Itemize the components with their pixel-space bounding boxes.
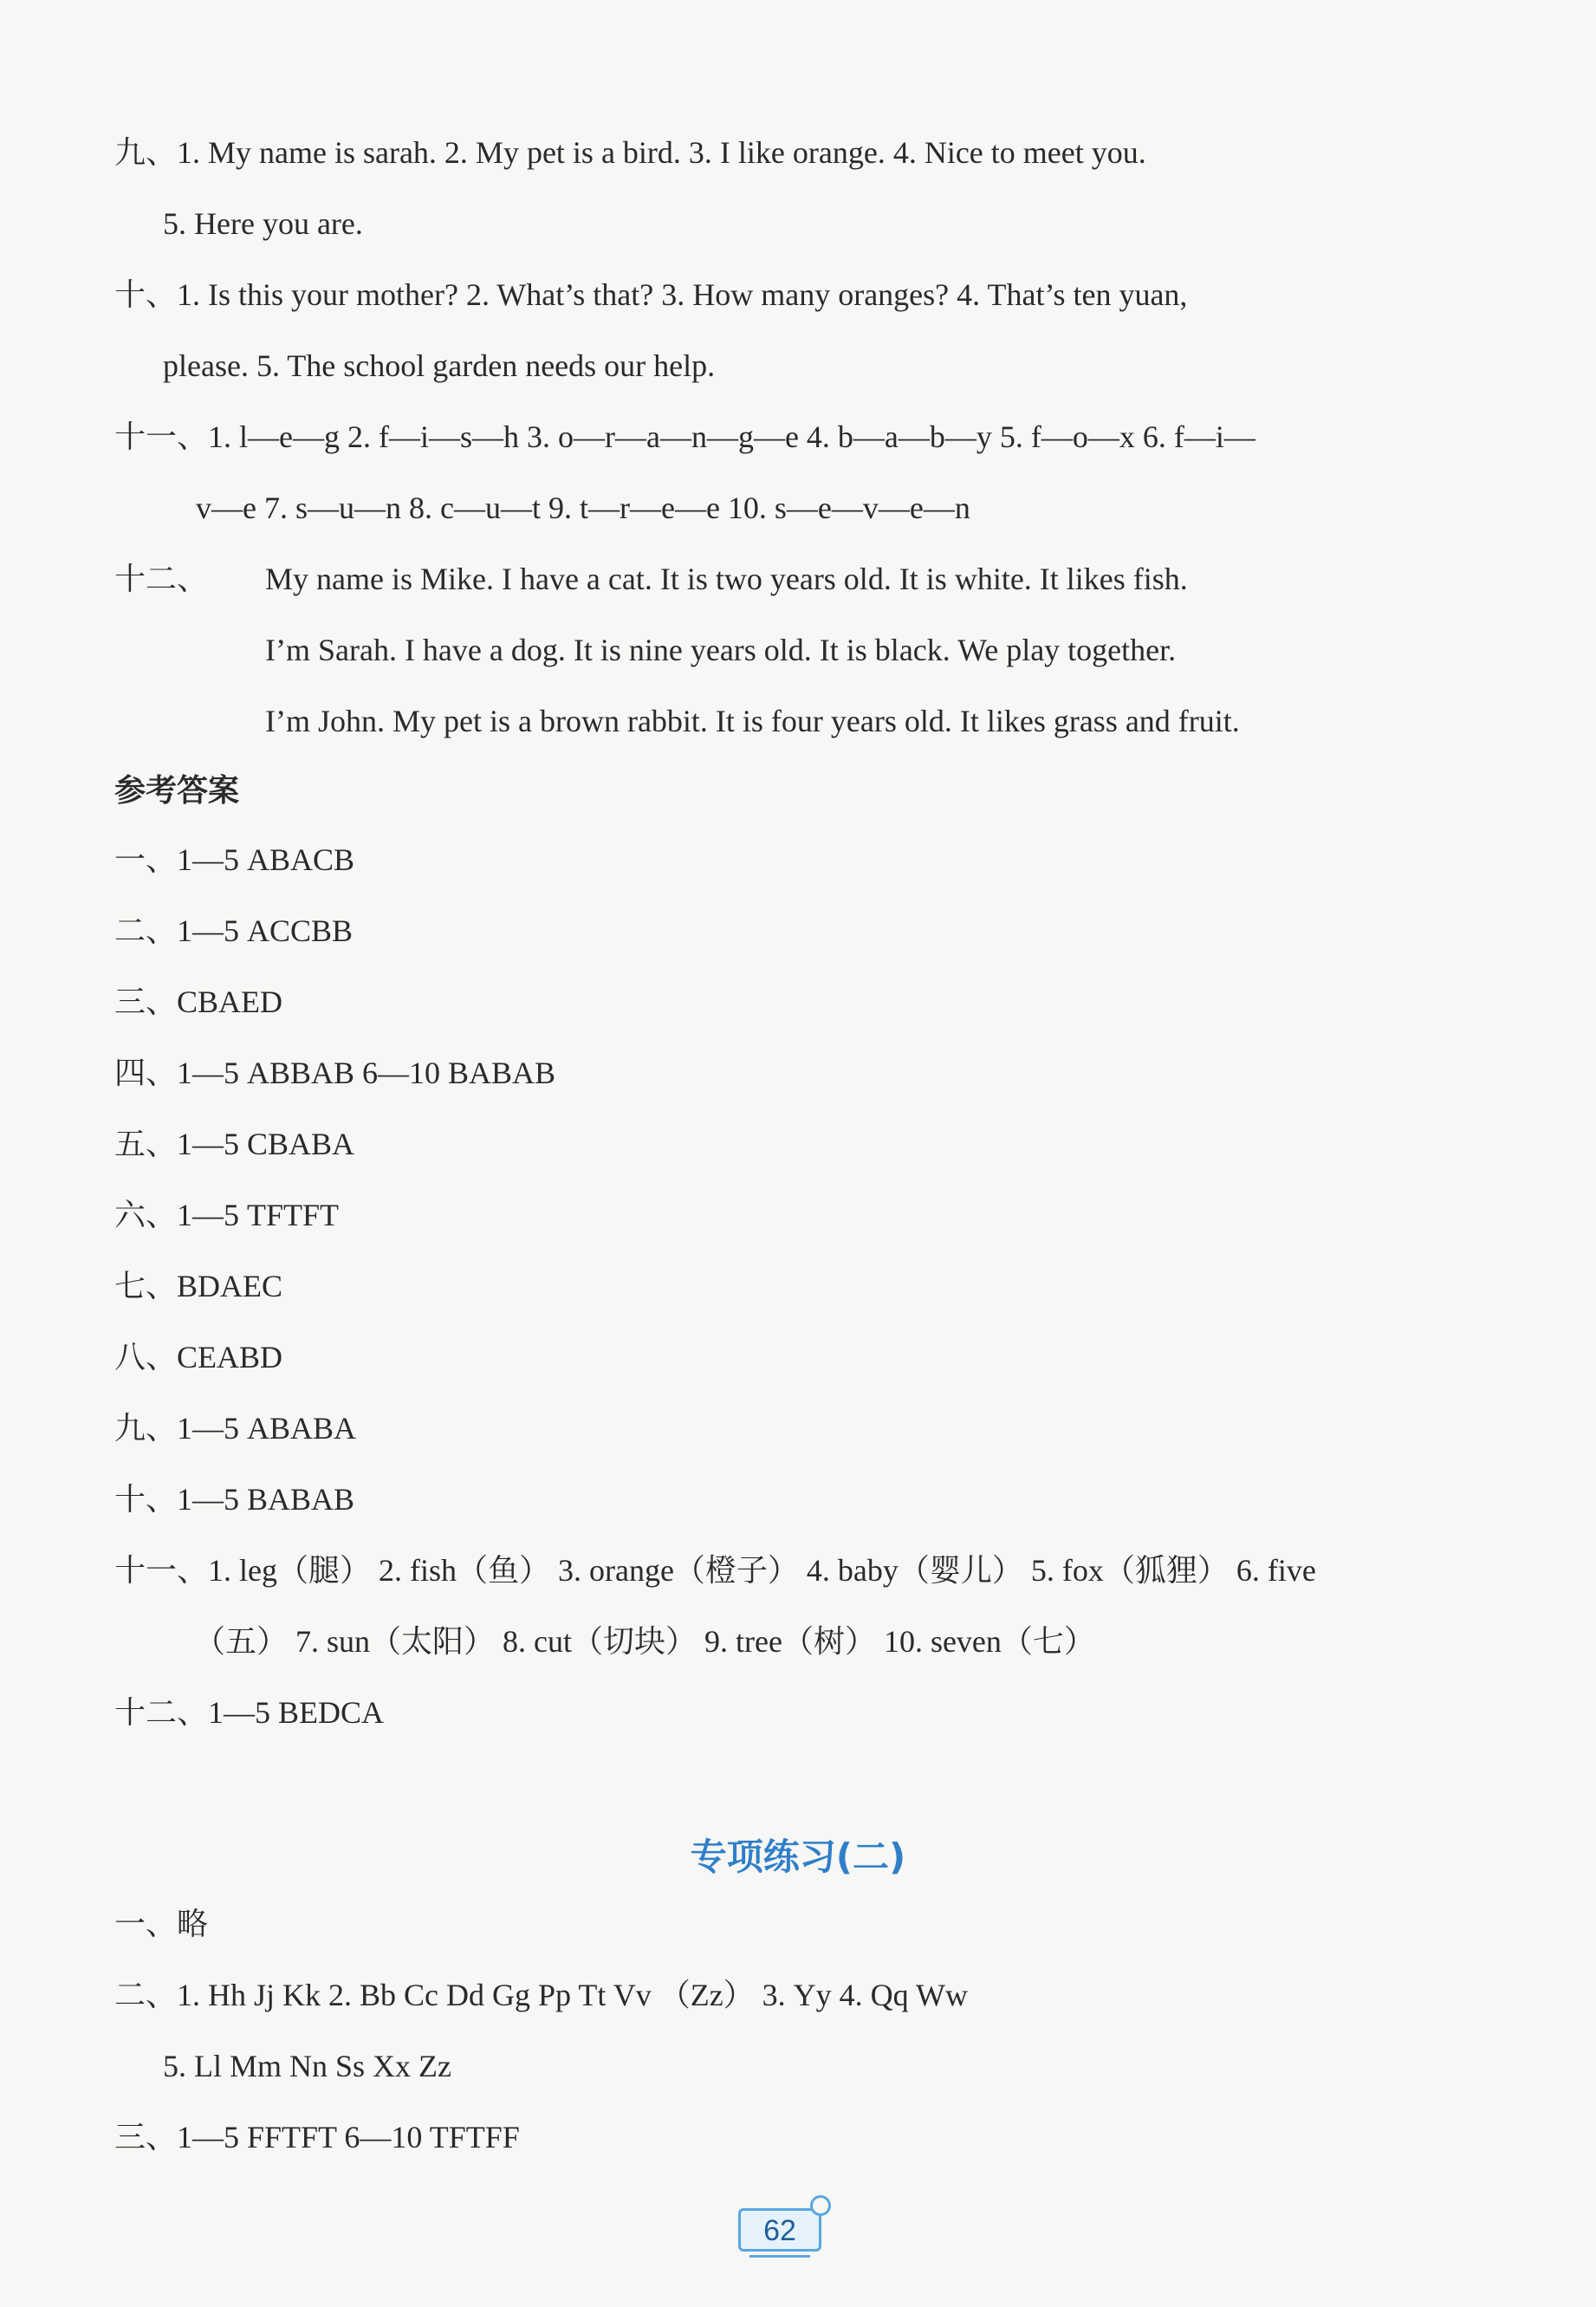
exercise-line-12-label: 十二、 xyxy=(114,562,209,596)
section-line-1: 一、略 xyxy=(114,1907,209,1941)
answer-line-4: 四、1—5 ABBAB 6—10 BABAB xyxy=(114,1056,556,1090)
answer-line-8: 八、CEABD xyxy=(114,1340,283,1374)
section-line-2-cont: 5. Ll Mm Nn Ss Xx Zz xyxy=(163,2049,451,2083)
page-number: 62 xyxy=(763,2214,796,2247)
exercise-line-11-cont: v—e 7. s—u—n 8. c—u—t 9. t—r—e—e 10. s—e—v—e—n xyxy=(196,491,970,525)
answer-line-7: 七、BDAEC xyxy=(114,1269,283,1303)
page-number-badge xyxy=(738,2208,821,2252)
exercise-line-12-sentence-2: I’m Sarah. I have a dog. It is nine years old. It is black. We play together. xyxy=(265,633,1177,667)
section-line-3: 三、1—5 FFTFT 6—10 TFTFF xyxy=(114,2120,520,2154)
exercise-line-12-sentence-1: My name is Mike. I have a cat. It is two years old. It is white. It likes fish. xyxy=(265,562,1188,596)
answer-line-11-cont: （五） 7. sun（太阳） 8. cut（切块） 9. tree（树） 10. seven（七） xyxy=(194,1624,1095,1659)
answer-line-1: 一、1—5 ABACB xyxy=(114,842,355,877)
section-title: 专项练习(二) xyxy=(690,1836,906,1878)
answer-line-9: 九、1—5 ABABA xyxy=(114,1411,357,1446)
exercise-line-11: 十一、1. l—e—g 2. f—i—s—h 3. o—r—a—n—g—e 4. b—a—b—y 5. f—o—x 6. f—i— xyxy=(114,419,1255,454)
exercise-line-10: 十、1. Is this your mother? 2. What’s that? 3. How many oranges? 4. That’s ten yuan, xyxy=(114,277,1188,312)
exercise-line-12-sentence-3: I’m John. My pet is a brown rabbit. It is four years old. It likes grass and fruit. xyxy=(265,704,1240,738)
answer-line-5: 五、1—5 CBABA xyxy=(114,1127,355,1161)
exercise-line-9: 九、1. My name is sarah. 2. My pet is a bird. 3. I like orange. 4. Nice to meet you. xyxy=(114,135,1146,170)
apple-icon xyxy=(810,2195,831,2216)
answer-line-12: 十二、1—5 BEDCA xyxy=(114,1695,385,1730)
answer-line-10: 十、1—5 BABAB xyxy=(114,1482,355,1517)
answer-line-3: 三、CBAED xyxy=(114,985,283,1019)
answer-line-11: 十一、1. leg（腿） 2. fish（鱼） 3. orange（橙子） 4. baby（婴儿） 5. fox（狐狸） 6. five xyxy=(114,1553,1316,1588)
book-base-icon xyxy=(749,2250,810,2258)
exercise-line-10-cont: please. 5. The school garden needs our help. xyxy=(163,348,716,383)
answer-line-2: 二、1—5 ACCBB xyxy=(114,913,354,948)
answer-line-6: 六、1—5 TFTFT xyxy=(114,1198,340,1232)
section-line-2: 二、1. Hh Jj Kk 2. Bb Cc Dd Gg Pp Tt Vv （Zz） 3. Yy 4. Qq Ww xyxy=(114,1978,969,2012)
answers-heading: 参考答案 xyxy=(114,773,240,809)
exercise-line-9-cont: 5. Here you are. xyxy=(163,206,363,241)
